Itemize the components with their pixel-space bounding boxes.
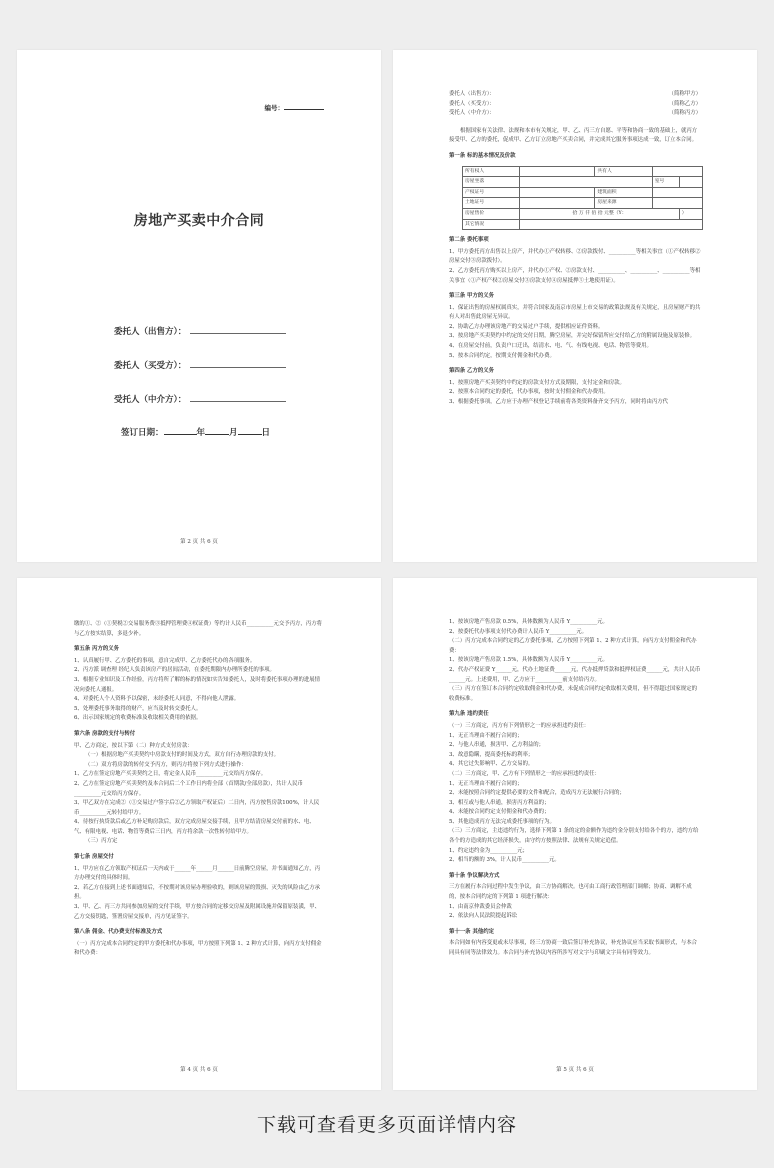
article-9-item: （三）三方商定，主违违约行为，选择下列第 1 条的定的金额作为违约金分别支付给各个的方，违约方给各个的方造成的其它经济损失，由守约方按照法律、法规有关规定追偿。: [449, 828, 699, 845]
article-3-item: 1、保证出售的房屋权属真实，并符合国家及南京市房屋上市交易的政策法规及有关规定，且房屋财产的共有人对出售此房屋无异议。: [449, 304, 701, 321]
fee-item: （二）丙方完成本合同约定的乙方委托事项，乙方按照下列第 1、2 种方式计算，向丙方支付佣金和代办费：: [449, 638, 697, 654]
article-9-item: 1、无正当理由不履行合同的；: [449, 732, 523, 739]
party-agent-label: 受托人（中介方）：: [114, 395, 187, 405]
party-row: 受托人（中介方）： （简称丙方）: [449, 110, 701, 117]
contract-title: 房地产买卖中介合同: [133, 213, 265, 229]
fee-item: 1、按该房地产售房款 0.5%，具体数额为人民币 Y__________元。: [449, 619, 608, 625]
article-6-item: 3、甲乙双方在完成②（①交易过户签字后②乙方领取产权证后）二日内，丙方按售房款100%，计人民币__________元转付给甲方。: [74, 800, 320, 816]
article-6-item: （三）丙方定: [85, 838, 118, 845]
party-row: 委托人（买受方）： （简称乙方）: [449, 100, 701, 107]
party-seller-blank: [190, 333, 286, 334]
day-label: 日: [261, 428, 271, 438]
article-10-item: 2、依法向人民法院提起诉讼: [449, 913, 518, 920]
article-6-item: 2、乙方在签定房地产买卖契约及本合同后二个工作日内将全部（首期款/全部房款），共计人民币__________元交给丙方保存。: [74, 780, 303, 797]
article-5-item: 4、对委托人个人资料予以保密，未经委托人同意，不得向他人泄露。: [74, 696, 240, 703]
article-9-item: 4、未能按合同约定支付佣金和代办费的；: [449, 809, 550, 816]
year-label: 年: [196, 428, 206, 438]
article-9-item: 3、相互或与他人串通，损害丙方利益的；: [449, 799, 550, 806]
article-3-item: 5、按本合同约定，按期支付佣金和代办费。: [449, 352, 555, 359]
fee-item: （三）丙方在签订本合同约定收取佣金和代办费，未促成合同约定收取相关费用，但不得超过国家规定的收费标准。: [449, 686, 697, 702]
page-footer: 第 2 页 共 6 页: [180, 539, 218, 545]
continued-text: 缴的①、②（①契税②交易服务费③抵押管理费④权证费）等约计人民币__________元交予丙方，丙方将与乙方按实结算，多退少补。: [74, 621, 322, 637]
article-8-title: 第八条 佣金、代办费支付标准及方式: [74, 929, 163, 936]
contract-page-2: [393, 50, 757, 562]
article-9-item: 2、未能按照合同约定提供必要的文件和配合，造成丙方无法履行合同的；: [449, 790, 625, 797]
article-9-item: 2、与他人串通，损害甲、乙方利益的；: [449, 742, 545, 749]
party-seller: [114, 325, 286, 337]
property-table: 所有权人 共有人 房屋坐落 室号 产权证号 建筑面积 土地证号 房屋来源 房屋售价 拾 万 仟 佰 拾 元整（Y： ） 其它情况: [462, 166, 703, 231]
party-list: [449, 90, 701, 119]
article-9-item: 1、无正当理由不履行合同的；: [449, 780, 523, 787]
article-9-item: 4、其它过失影响甲、乙方交易的。: [449, 761, 534, 768]
article-5-item: 6、出示国家规定的收费标准及收取相关费用的依据。: [74, 715, 202, 722]
article-9-item: 2、相当的额的 3%，计人民币__________元。: [449, 857, 560, 864]
party-agent: [114, 393, 286, 405]
download-more-caption[interactable]: 下载可查看更多页面详情内容: [256, 1114, 517, 1136]
article-10-title: 第十条 争议解决方式: [449, 872, 500, 879]
article-11-item: 本合同如有内容变更或未尽事项，经三方协商一致后签订补充协议，补充协议应当采取书面形式，与本合同具有同等法律效力。本合同与补充协议内容所涉写对文字与印刷文字具有同等效力。: [449, 940, 697, 956]
day-blank: [238, 434, 262, 435]
article-3-item: 4、在房屋交付前，负责户口迁出，结清水、电、气、有线电视、电话、物管等费用。: [449, 343, 652, 350]
contract-page-5: [393, 578, 757, 1090]
article-4-item: 2、按照本合同约定的委托，代办事项，按时支付佣金和代办费用。: [449, 389, 609, 396]
month-label: 月: [229, 428, 238, 438]
article-9-item: 3、故意隐瞒，提高委托标的利率；: [449, 751, 534, 758]
fee-item: 2、代办产权证费 Y______元，代办土地证费______元，代办抵押贷款和抵押权证费______元，共计人民币______元。上述费用，甲、乙方应于__________前支付给丙方。: [449, 666, 701, 683]
article-7-title: 第七条 房屋交付: [74, 854, 114, 861]
article-10-item: 三方在履行本合同过程中发生争议，由三方协商解决。也可由工商行政管理部门调解；协商、调解不成的，按本合同约定的下列第 1 项进行解决：: [449, 884, 692, 901]
contract-number: [265, 103, 325, 112]
article-6-item: 4、待按行执贷款后或乙方补足购房款后，双方完成房屋交接手续，且甲方结清房屋交付前的水、电、气、有限电视、电话、物管等费后三日内，丙方将余款一次性转付给甲方。: [74, 819, 315, 835]
article-1-title: 第一条 标的基本情况及价款: [449, 152, 516, 159]
article-5-item: 5、处理委托事务取得的财产，应当及时转交委托人。: [74, 705, 202, 712]
fee-item: 1、按该房地产售房款 1.5%，具体数额为人民币 Y__________元。: [449, 657, 608, 664]
article-5-title: 第五条 丙方的义务: [74, 646, 120, 653]
article-6-item: （一）根据房地产买卖契约中房款支付的时间及方式，双方自行办理房款的支付。: [85, 752, 280, 759]
contract-cover-page: [17, 50, 381, 562]
article-8-item: （一）丙方完成本合同约定的甲方委托和代办事项，甲方按照下列第 1、2 种方式计算，向丙方支付佣金和代办费：: [74, 940, 322, 957]
number-label: 编号：: [264, 104, 284, 112]
month-blank: [205, 434, 229, 435]
article-6-item: 甲、乙方商定，按以下第（二）种方式支付房款：: [74, 742, 193, 749]
article-6-title: 第六条 房款的支付与转付: [74, 730, 136, 737]
number-blank: [284, 109, 324, 110]
article-9-title: 第九条 违约责任: [449, 711, 489, 718]
article-5-item: 2、丙方派 调查理 经纪人负责该房产的居间活动，在委托期限内办理所委托的事项。: [74, 667, 275, 674]
party-row: 委托人（出售方）： （简称甲方）: [449, 91, 701, 97]
article-6-item: 1、乙方在签定房地产买卖契约之日，将定金人民币__________元交给丙方保存。: [74, 771, 267, 778]
party-buyer: [114, 359, 286, 371]
party-seller-label: 委托人（出售方）：: [114, 327, 187, 337]
party-agent-blank: [190, 401, 286, 402]
intro-paragraph: 根据国家有关法律、法规和本市有关规定，甲、乙、丙三方自愿、平等和协商一致的基础上，就丙方接受甲、乙方的委托，促成甲、乙方订立房地产买卖合同，并完成其它服务事项达成一致，订立本合同。: [449, 127, 698, 144]
year-blank: [164, 434, 197, 435]
article-9-item: （二）三方商定，甲、乙方有下列情形之一的应承担违约责任：: [449, 770, 600, 777]
article-2-item: 1、甲方委托丙方出售以上房产，并代办①产权转移、②房款拨付、__________等相关事宜（①产权转移②房屋交付③房款拨付）。: [449, 248, 701, 265]
article-6-item: （二）双方将房款的转付交予丙方，则丙方将按下列方式进行操作：: [85, 761, 247, 768]
article-4-title: 第四条 乙方的义务: [449, 368, 495, 375]
article-7-item: 2、若乙方在接到上述书面通知后，不按期对该房屋办理验收的，则该房屋的毁损、灭失的风险由乙方承担。: [74, 884, 321, 901]
contract-page-4: [17, 578, 381, 1090]
article-4-item: 1、按照房地产买卖契约中约定的房款支付方式及期限，支付定金和房款。: [449, 379, 625, 386]
article-3-title: 第三条 甲方的义务: [449, 293, 495, 300]
article-7-item: 1、甲方应在乙方领取产权证后一天内或于______年______月______日前腾空房屋，并书面通知乙方，丙方办理交付的具体时间。: [74, 865, 321, 882]
article-3-item: 2、协助乙方办理该房地产的交易过户手续，提供相应证件资料。: [449, 323, 604, 330]
article-9-item: 5、其他造成丙方无法完成委托事项的行为。: [449, 818, 555, 825]
party-buyer-label: 委托人（买受方）：: [114, 361, 187, 371]
article-3-item: 3、按房地产买卖契约中约定的交付日期，腾空房屋，并完好保留所应交付给乙方的附属设施及原装修。: [449, 333, 696, 340]
article-10-item: 1、由南京仲裁委员会仲裁: [449, 903, 512, 910]
article-9-item: 1、约定违约金为__________元；: [449, 847, 528, 854]
page-footer: 第 4 页 共 6 页: [180, 1067, 218, 1073]
article-2-title: 第二条 委托事项: [449, 237, 489, 244]
article-11-title: 第十一条 其他约定: [449, 928, 495, 935]
sign-date: [121, 426, 270, 438]
page-footer: 第 5 页 共 6 页: [556, 1067, 594, 1073]
party-buyer-blank: [190, 367, 286, 368]
article-4-item: 3、根据委托事项，乙方应于办理产权登记手续前将各类资料备齐交予丙方，同时将由丙方代: [449, 399, 669, 406]
article-9-item: （一）三方商定，丙方有下列情形之一的应承担违约责任：: [449, 722, 590, 729]
fee-item: 2、按委托代办事项支付代办费计人民币 Y__________元。: [449, 628, 588, 635]
article-7-item: 3、甲、乙、丙三方共同参加房屋的交付手续，甲方按合同的定移交房屋及附属设施并保留原装潢，甲、乙方交接钥匙，签署房屋交接单，丙方见证签字。: [74, 904, 321, 920]
article-5-item: 1、认真履行甲、乙方委托的事项，意自完成甲、乙方委托代办的各项服务。: [74, 657, 256, 664]
article-2-item: 2、乙方委托丙方购买以上房产，并代办①产权、②房款支付、__________、__________、__________等相关事宜（①产权产权②房屋交付③房款支付④房屋抵押⑤土地使用证）。: [449, 267, 701, 284]
sign-date-label: 签订日期：: [121, 428, 164, 438]
article-5-item: 3、根据专业知识及工作经验，丙方将所了解的标的情况如实告知委托人，及时将委托事项办理的进展情况向委托人通报。: [74, 676, 321, 693]
